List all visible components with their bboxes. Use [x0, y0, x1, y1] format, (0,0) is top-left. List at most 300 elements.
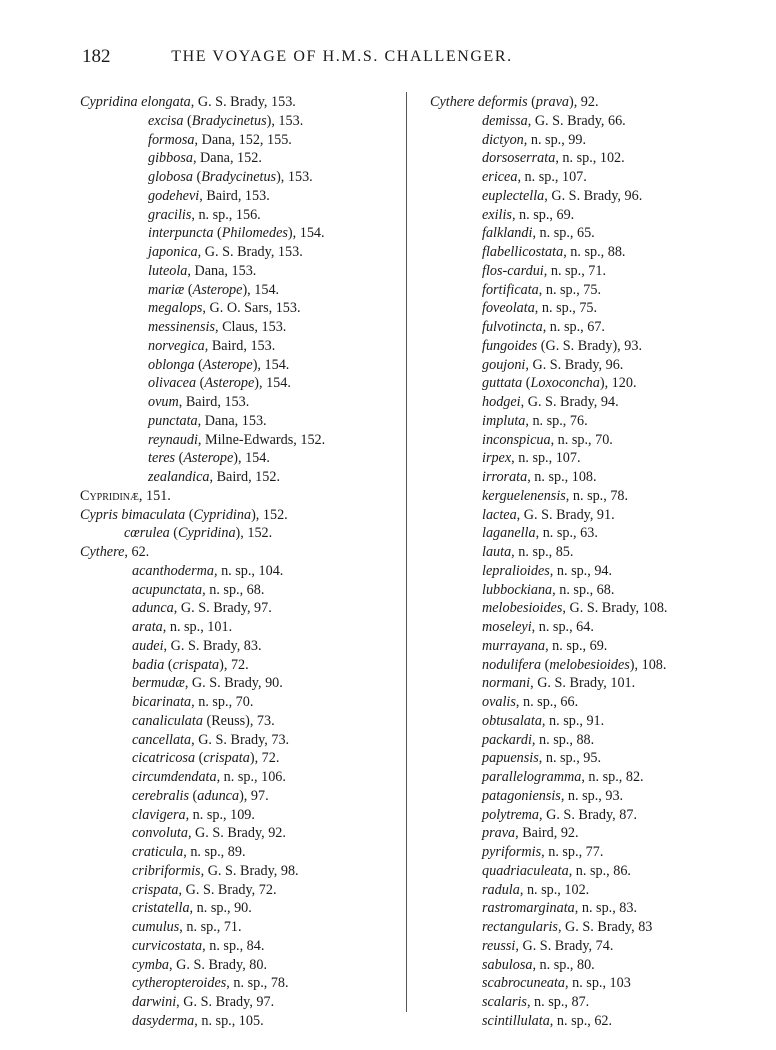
entry-ref: , G. S. Brady, 153. — [190, 94, 296, 110]
entry-page: ), 92. — [568, 94, 599, 110]
index-entry — [430, 374, 730, 393]
entry-ref: , n. sp., 107. — [511, 450, 581, 467]
index-entry — [80, 206, 380, 225]
entry-ref: , n. sp., 68. — [552, 581, 615, 598]
entry-taxon: norvegica — [148, 337, 205, 354]
index-entry — [80, 487, 380, 506]
index-entry — [80, 281, 380, 300]
entry-taxon: pyriformis — [482, 844, 542, 860]
entry-taxon: sabulosa — [482, 956, 533, 973]
entry-ref: , n. sp., 82. — [581, 769, 644, 785]
entry-ref: , n. sp., 70. — [191, 694, 254, 710]
entry-taxon: polytrema — [482, 806, 539, 823]
entry-ref: , n. sp., 90. — [189, 900, 252, 917]
index-entry — [430, 993, 730, 1012]
index-entry — [80, 224, 380, 243]
index-entry — [80, 956, 380, 975]
entry-taxon: falklandi — [482, 225, 533, 242]
entry-ref: , n. sp., 66. — [515, 694, 579, 710]
entry-taxon: cribriformis — [132, 862, 201, 879]
entry-taxon: scintillulata — [482, 1012, 550, 1029]
entry-ref: , n. sp., 102. — [555, 150, 625, 167]
index-entry — [430, 224, 730, 243]
entry-page: ), 72. — [219, 656, 249, 673]
index-entry — [80, 112, 380, 131]
entry-ref: ( — [522, 375, 531, 392]
entry-species: elongata — [141, 94, 191, 110]
entry-taxon: papuensis — [482, 750, 539, 767]
entry-taxon: cumulus — [132, 919, 180, 935]
entry-taxon: fulvotincta — [482, 319, 543, 335]
index-entry — [430, 712, 730, 731]
entry-ref: ( — [192, 169, 202, 185]
index-entry — [430, 749, 730, 768]
index-entry — [430, 112, 730, 131]
entry-taxon: Cypridina — [80, 94, 138, 110]
index-entry — [430, 918, 730, 937]
entry-genus: crispata — [203, 750, 250, 767]
entry-taxon: irrorata — [482, 469, 528, 485]
entry-taxon: nodulifera — [482, 656, 542, 673]
entry-ref: , n. sp., 94. — [549, 562, 613, 579]
entry-taxon: godehevi — [148, 187, 200, 204]
index-entry — [80, 562, 380, 581]
entry-taxon: ericea — [482, 169, 518, 185]
entry-ref: , Dana, 153. — [187, 262, 257, 279]
entry-taxon: exilis — [482, 206, 512, 223]
index-entry — [430, 281, 730, 300]
entry-genus: melobesioides — [549, 656, 630, 673]
entry-taxon: zealandica — [148, 469, 210, 485]
entry-taxon: dictyon — [482, 131, 524, 148]
entry-taxon: radula — [482, 881, 520, 898]
entry-ref: (G. S. Brady), 93. — [537, 337, 642, 354]
index-entry — [430, 618, 730, 637]
index-entry — [430, 824, 730, 843]
entry-taxon: bicarinata — [132, 694, 192, 710]
index-entry — [430, 731, 730, 750]
index-entry — [80, 187, 380, 206]
index-entry — [80, 299, 380, 318]
entry-ref: , n. sp., 64. — [531, 619, 594, 635]
entry-ref: , n. sp., 83. — [574, 900, 638, 917]
entry-ref: , n. sp., 93. — [560, 787, 624, 804]
index-entry — [430, 543, 730, 562]
entry-ref: , G. S. Brady, 91. — [516, 506, 615, 523]
entry-taxon: darwini — [132, 994, 177, 1010]
entry-taxon: normani — [482, 675, 531, 692]
index-entry — [430, 487, 730, 506]
index-entry — [430, 506, 730, 525]
entry-taxon: olivacea — [148, 375, 197, 392]
entry-taxon: ovalis — [482, 694, 516, 710]
entry-ref: ( — [195, 750, 204, 767]
index-entry — [80, 656, 380, 675]
entry-ref: , n. sp., 109. — [185, 806, 255, 823]
entry-genus: Asterope — [202, 356, 253, 373]
entry-genus: Philomedes — [221, 225, 288, 242]
entry-taxon: scalaris — [482, 994, 527, 1010]
entry-taxon: acupunctata — [132, 581, 203, 598]
index-entry — [430, 187, 730, 206]
entry-ref: (Reuss), 73. — [202, 712, 275, 729]
entry-ref: , G. S. Brady, 98. — [200, 862, 299, 879]
entry-ref: ( — [164, 656, 173, 673]
entry-genus: Asterope — [183, 450, 234, 467]
entry-taxon: cicatricosa — [132, 750, 196, 767]
entry-ref: , G. S. Brady, 83. — [163, 637, 262, 654]
page-number: 182 — [82, 46, 111, 67]
entry-taxon: curvicostata — [132, 937, 203, 954]
index-entry — [430, 206, 730, 225]
entry-ref: , Baird, 153. — [178, 394, 250, 410]
index-entry — [80, 393, 380, 412]
index-entry — [80, 974, 380, 993]
entry-ref: , G. S. Brady, 83 — [557, 919, 653, 935]
index-entry — [430, 937, 730, 956]
entry-taxon: scabrocuneata — [482, 975, 566, 992]
entry-ref: , n. sp., 80. — [532, 956, 595, 973]
index-entry — [430, 149, 730, 168]
entry-ref: , G. S. Brady, 153. — [197, 244, 303, 260]
entry-taxon: moseleyi — [482, 619, 532, 635]
entry-ref: , n. sp., 65. — [532, 225, 595, 242]
index-entry — [430, 674, 730, 693]
entry-ref: , G. O. Sars, 153. — [202, 300, 301, 317]
index-entry — [80, 524, 380, 543]
index-entry — [430, 299, 730, 318]
entry-ref: ( — [213, 225, 222, 242]
index-entry — [430, 356, 730, 375]
entry-taxon: inconspicua — [482, 431, 551, 448]
entry-ref: , G. S. Brady, 101. — [530, 675, 636, 692]
entry-taxon: oblonga — [148, 356, 195, 373]
entry-ref: , Baird, 153. — [204, 337, 276, 354]
index-entry — [430, 581, 730, 600]
entry-taxon: teres — [148, 450, 176, 467]
entry-ref: , n. sp., 101. — [162, 619, 233, 635]
entry-taxon: Cythere deformis — [430, 94, 528, 110]
entry-ref: , n. sp., 71. — [179, 919, 242, 935]
index-entry — [80, 543, 380, 562]
index-entry — [430, 881, 730, 900]
entry-taxon: packardi — [482, 731, 532, 748]
entry-taxon: lubbockiana — [482, 581, 553, 598]
entry-page: ), 153. — [276, 169, 313, 185]
entry-ref: ( — [175, 450, 184, 467]
entry-taxon: melobesioides — [482, 600, 563, 617]
entry-ref: , Milne-Edwards, 152. — [197, 431, 326, 448]
entry-ref: , G. S. Brady, 92. — [187, 825, 286, 842]
index-entry — [80, 637, 380, 656]
entry-taxon: guttata — [482, 375, 523, 392]
index-entry — [80, 168, 380, 187]
entry-ref: , n. sp., 108. — [527, 469, 597, 485]
entry-ref: , n. sp., 104. — [213, 562, 284, 579]
index-entry — [80, 712, 380, 731]
entry-ref: , n. sp., 102. — [519, 881, 590, 898]
index-entry — [80, 918, 380, 937]
entry-taxon: gracilis — [148, 206, 192, 223]
entry-taxon: flabellicostata — [482, 244, 564, 260]
entry-taxon: demissa — [482, 112, 528, 129]
entry-taxon: fungoides — [482, 337, 538, 354]
entry-ref: , n. sp., 85. — [511, 544, 574, 560]
index-entry — [80, 506, 380, 525]
entry-ref: , G. S. Brady, 72. — [178, 881, 277, 898]
entry-ref: , n. sp., 67. — [542, 319, 605, 335]
entry-ref: , n. sp., 68. — [202, 581, 265, 598]
entry-taxon: dorsoserrata — [482, 150, 556, 167]
entry-taxon: ovum — [148, 394, 179, 410]
index-entry — [80, 862, 380, 881]
entry-ref: , Dana, 153. — [197, 412, 267, 429]
entry-taxon: interpuncta — [148, 225, 214, 242]
entry-ref: ( — [194, 356, 203, 373]
index-entry — [430, 524, 730, 543]
entry-page: ), 152. — [235, 525, 273, 542]
index-entry — [80, 131, 380, 150]
index-entry — [80, 581, 380, 600]
entry-taxon: mariæ — [148, 281, 185, 298]
entry-ref: , n. sp., 87. — [526, 994, 590, 1010]
index-entry — [80, 449, 380, 468]
entry-ref: , n. sp., 99. — [523, 131, 587, 148]
entry-ref: , G. S. Brady, 96. — [525, 356, 624, 373]
entry-taxon: megalops — [148, 300, 203, 317]
running-title: THE VOYAGE OF H.M.S. CHALLENGER. — [171, 48, 513, 65]
index-entry — [80, 1012, 380, 1031]
entry-taxon: acanthoderma — [132, 562, 214, 579]
entry-taxon: luteola — [148, 262, 188, 279]
entry-ref: , G. S. Brady, 80. — [169, 956, 268, 973]
entry-taxon: japonica — [148, 244, 198, 260]
entry-taxon: crispata — [132, 881, 179, 898]
entry-genus: Bradycinetus — [201, 169, 277, 185]
entry-taxon: Cythere — [80, 544, 125, 560]
entry-ref: , n. sp., 89. — [183, 844, 246, 860]
entry-taxon: cerebralis — [132, 787, 189, 804]
entry-taxon: quadriaculeata — [482, 862, 569, 879]
entry-ref: ( — [527, 94, 536, 110]
entry-taxon: rectangularis — [482, 919, 558, 935]
index-entry — [430, 412, 730, 431]
entry-ref: , G. S. Brady, 66. — [527, 112, 626, 129]
index-entry — [80, 374, 380, 393]
entry-ref: , n. sp., 86. — [568, 862, 631, 879]
entry-taxon: obtusalata — [482, 712, 542, 729]
entry-ref: , G. S. Brady, 90. — [184, 675, 283, 692]
index-entry — [430, 806, 730, 825]
entry-ref: , n. sp., 78. — [226, 975, 289, 992]
entry-taxon: lactea — [482, 506, 517, 523]
entry-genus: Loxoconcha — [530, 375, 600, 392]
entry-taxon: reynaudi — [148, 431, 198, 448]
entry-taxon: rastromarginata — [482, 900, 575, 917]
entry-taxon: murrayana — [482, 637, 546, 654]
entry-page: ), 108. — [629, 656, 667, 673]
entry-ref: , Dana, 152, 155. — [194, 131, 292, 148]
index-entry — [430, 974, 730, 993]
entry-taxon: reussi — [482, 937, 516, 954]
entry-taxon: convoluta — [132, 825, 188, 842]
index-entry — [80, 768, 380, 787]
entry-ref: , n. sp., 95. — [538, 750, 602, 767]
entry-taxon: dasyderma — [132, 1012, 195, 1029]
entry-page: ), 152. — [251, 506, 288, 523]
entry-page: ), 154. — [254, 375, 291, 392]
index-entry — [430, 168, 730, 187]
index-column-right — [430, 93, 730, 1031]
entry-page: ), 154. — [242, 281, 280, 298]
entry-ref: , n. sp., 105. — [194, 1012, 264, 1029]
entry-ref: , G. S. Brady, 87. — [539, 806, 637, 823]
entry-taxon: cœrulea — [124, 525, 170, 542]
entry-ref: , G. S. Brady, 97. — [176, 994, 275, 1010]
entry-ref: , n. sp., 71. — [543, 262, 607, 279]
entry-taxon: kerguelenensis — [482, 487, 566, 504]
index-entry — [80, 468, 380, 487]
entry-ref: , n. sp., 62. — [549, 1012, 613, 1029]
entry-taxon: irpex — [482, 450, 512, 467]
entry-page: ), 154. — [252, 356, 290, 373]
entry-ref: , G. S. Brady, 73. — [191, 731, 290, 748]
entry-taxon: foveolata — [482, 300, 535, 317]
index-entry — [430, 637, 730, 656]
entry-ref: , n. sp., 88. — [563, 244, 626, 260]
entry-ref: , n. sp., 156. — [191, 206, 261, 223]
index-entry — [80, 318, 380, 337]
entry-ref: , n. sp., 69. — [545, 637, 608, 654]
entry-ref: , n. sp., 107. — [517, 169, 587, 185]
entry-ref: , n. sp., 75. — [538, 281, 602, 298]
entry-taxon: audei — [132, 637, 164, 654]
entry-taxon: cancellata — [132, 731, 192, 748]
entry-taxon: lepralioides — [482, 562, 550, 579]
entry-taxon: Cypris bimaculata — [80, 506, 186, 523]
index-entry — [430, 337, 730, 356]
entry-ref: , G. S. Brady, 94. — [520, 394, 619, 410]
entry-taxon: messinensis — [148, 319, 215, 335]
index-entry — [430, 843, 730, 862]
entry-genus: Cypridina — [178, 525, 236, 542]
index-entry — [430, 93, 730, 112]
index-entry — [430, 131, 730, 150]
index-entry — [80, 674, 380, 693]
index-entry — [430, 862, 730, 881]
entry-ref: ( — [541, 656, 550, 673]
entry-ref: , n. sp., 91. — [541, 712, 605, 729]
index-entry — [80, 881, 380, 900]
index-entry — [80, 749, 380, 768]
entry-taxon: globosa — [148, 169, 193, 185]
index-entry — [80, 599, 380, 618]
entry-genus: Bradycinetus — [191, 112, 267, 129]
index-entry — [430, 693, 730, 712]
entry-genus: adunca — [197, 787, 240, 804]
entry-taxon: clavigera — [132, 806, 186, 823]
entry-ref: , Baird, 152. — [209, 469, 281, 485]
entry-ref: , Baird, 92. — [515, 825, 579, 842]
entry-ref: , Dana, 152. — [192, 150, 262, 167]
index-entry — [430, 431, 730, 450]
entry-ref: , n. sp., 76. — [525, 412, 588, 429]
index-entry — [430, 562, 730, 581]
index-entry — [430, 768, 730, 787]
entry-genus: prava — [535, 94, 569, 110]
entry-ref: , G. S. Brady, 96. — [544, 187, 643, 204]
index-entry — [430, 262, 730, 281]
index-entry — [80, 262, 380, 281]
entry-ref: , Baird, 153. — [199, 187, 270, 204]
entry-ref: ( — [184, 281, 193, 298]
entry-genus: Cypridina — [193, 506, 252, 523]
index-entry — [80, 412, 380, 431]
entry-taxon: badia — [132, 656, 165, 673]
index-entry — [80, 899, 380, 918]
entry-ref: , n. sp., 63. — [535, 525, 598, 542]
index-entry — [430, 899, 730, 918]
entry-taxon: cytheropteroides — [132, 975, 227, 992]
entry-ref: , Claus, 153. — [215, 319, 287, 335]
entry-taxon: prava — [482, 825, 516, 842]
index-entry — [80, 843, 380, 862]
entry-taxon: euplectella — [482, 187, 545, 204]
entry-taxon: adunca — [132, 600, 174, 617]
entry-taxon: cymba — [132, 956, 170, 973]
index-entry — [430, 468, 730, 487]
entry-taxon: patagoniensis — [482, 787, 561, 804]
entry-ref: , G. S. Brady, 74. — [515, 937, 614, 954]
entry-ref: ( — [185, 506, 194, 523]
entry-ref: , n. sp., 69. — [511, 206, 575, 223]
index-entry — [80, 824, 380, 843]
index-entry — [80, 431, 380, 450]
index-entry — [430, 787, 730, 806]
entry-ref: , 151. — [138, 487, 171, 504]
entry-ref: , G. S. Brady, 97. — [173, 600, 272, 617]
index-entry — [80, 356, 380, 375]
index-entry — [430, 318, 730, 337]
index-entry — [430, 393, 730, 412]
index-entry — [80, 993, 380, 1012]
index-entry — [430, 599, 730, 618]
entry-taxon: arata — [132, 619, 163, 635]
entry-ref: , n. sp., 70. — [550, 431, 613, 448]
index-entry — [80, 806, 380, 825]
index-entry — [430, 956, 730, 975]
entry-page: ), 120. — [599, 375, 637, 392]
entry-page: ), 154. — [287, 225, 325, 242]
entry-ref: , n. sp., 77. — [541, 844, 604, 860]
entry-taxon: circumdendata — [132, 769, 217, 785]
entry-taxon: impluta — [482, 412, 526, 429]
entry-taxon: excisa — [148, 112, 184, 129]
entry-taxon: canaliculata — [132, 712, 203, 729]
entry-ref: , n. sp., 78. — [565, 487, 629, 504]
entry-genus: crispata — [172, 656, 220, 673]
entry-ref: ( — [189, 787, 198, 804]
entry-genus: Asterope — [204, 375, 255, 392]
column-divider — [406, 92, 407, 1012]
index-entry — [80, 937, 380, 956]
index-entry — [80, 787, 380, 806]
entry-ref: , 62. — [124, 544, 150, 560]
entry-taxon: lauta — [482, 544, 512, 560]
entry-taxon: gibbosa — [148, 150, 193, 167]
entry-taxon: parallelogramma — [482, 769, 582, 785]
entry-ref: ( — [183, 112, 192, 129]
